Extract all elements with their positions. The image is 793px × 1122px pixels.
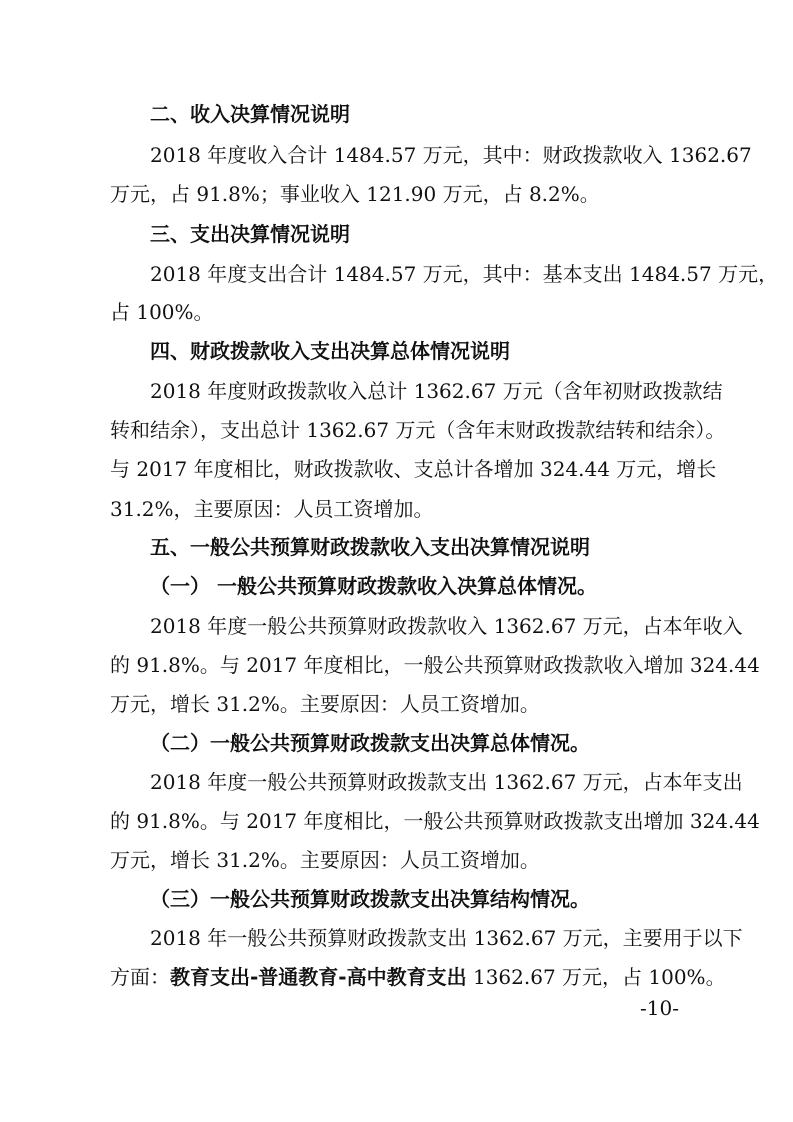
page-number: -10- — [640, 996, 679, 1020]
line-prefix: 方面： — [110, 965, 170, 989]
paragraph-line: 占 100%。 — [110, 300, 214, 324]
paragraph-line: 的 91.8%。与 2017 年度相比，一般公共预算财政拨款支出增加 324.44 — [110, 809, 760, 833]
paragraph-line: 31.2%，主要原因：人员工资增加。 — [110, 497, 434, 521]
section-heading-income: 二、收入决算情况说明 — [150, 102, 350, 126]
paragraph-line: 与 2017 年度相比，财政拨款收、支总计各增加 324.44 万元，增长 — [110, 457, 717, 481]
paragraph-line: 的 91.8%。与 2017 年度相比，一般公共预算财政拨款收入增加 324.44 — [110, 653, 760, 677]
paragraph-line: 2018 年一般公共预算财政拨款支出 1362.67 万元，主要用于以下 — [150, 926, 743, 950]
paragraph-line: 万元，增长 31.2%。主要原因：人员工资增加。 — [110, 692, 540, 716]
paragraph-line: 2018 年度财政拨款收入总计 1362.67 万元（含年初财政拨款结 — [150, 379, 723, 403]
paragraph-line: 万元，占 91.8%；事业收入 121.90 万元，占 8.2%。 — [110, 182, 600, 206]
subsection-heading-expenditure-total: （二）一般公共预算财政拨款支出决算总体情况。 — [150, 731, 590, 755]
section-heading-general-budget: 五、一般公共预算财政拨款收入支出决算情况说明 — [150, 535, 590, 559]
expenditure-category: 教育支出-普通教育-高中教育支出 — [170, 965, 467, 989]
paragraph-line-mixed — [110, 963, 726, 991]
section-heading-expenditure: 三、支出决算情况说明 — [150, 222, 350, 246]
line-suffix: 1362.67 万元，占 100%。 — [466, 965, 726, 989]
section-heading-fiscal-total: 四、财政拨款收入支出决算总体情况说明 — [150, 339, 510, 363]
subsection-heading-revenue: （一） 一般公共预算财政拨款收入决算总体情况。 — [150, 574, 597, 598]
paragraph-line: 2018 年度收入合计 1484.57 万元，其中：财政拨款收入 1362.67 — [150, 143, 752, 167]
paragraph-line: 万元，增长 31.2%。主要原因：人员工资增加。 — [110, 848, 540, 872]
paragraph-line: 2018 年度一般公共预算财政拨款收入 1362.67 万元，占本年收入 — [150, 614, 743, 638]
paragraph-line: 2018 年度支出合计 1484.57 万元，其中：基本支出 1484.57 万元， — [150, 262, 779, 286]
paragraph-line: 2018 年度一般公共预算财政拨款支出 1362.67 万元，占本年支出 — [150, 770, 743, 794]
subsection-heading-expenditure-structure: （三）一般公共预算财政拨款支出决算结构情况。 — [150, 887, 590, 911]
paragraph-line: 转和结余），支出总计 1362.67 万元（含年末财政拨款结转和结余）。 — [110, 418, 726, 442]
